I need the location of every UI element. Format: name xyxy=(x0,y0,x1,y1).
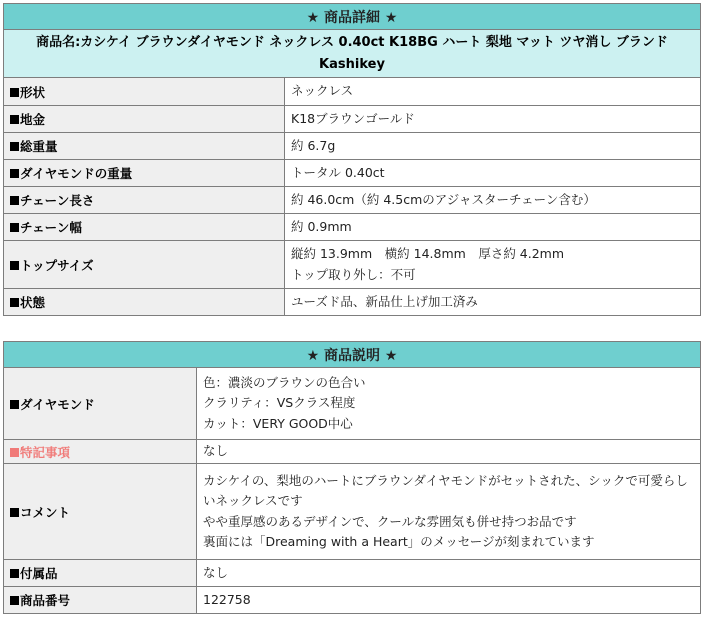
row-value: 約 0.9mm xyxy=(285,214,701,241)
square-bullet-icon xyxy=(10,261,19,270)
row-label: 地金 xyxy=(4,106,285,133)
row-label: ダイヤモンド xyxy=(4,368,197,440)
square-bullet-icon xyxy=(10,569,19,578)
row-label: ダイヤモンドの重量 xyxy=(4,160,285,187)
product-details-table xyxy=(3,3,701,316)
row-label: 付属品 xyxy=(4,560,197,587)
row-value: 約 46.0cm（約 4.5cmのアジャスターチェーン含む） xyxy=(285,187,701,214)
details-header: ★ 商品詳細 ★ xyxy=(4,4,701,30)
square-bullet-icon xyxy=(10,508,19,517)
row-label: トップサイズ xyxy=(4,241,285,289)
row-value: 約 6.7g xyxy=(285,133,701,160)
square-bullet-icon xyxy=(10,298,19,307)
square-bullet-icon xyxy=(10,169,19,178)
description-header: ★ 商品説明 ★ xyxy=(4,342,701,368)
row-label-notice: 特記事項 xyxy=(4,440,197,464)
row-value: 縦約 13.9mm 横約 14.8mm 厚さ約 4.2mm トップ取り外し：不可 xyxy=(285,241,701,289)
row-value: トータル 0.40ct xyxy=(285,160,701,187)
square-bullet-icon xyxy=(10,596,19,605)
product-name: 商品名:カシケイ ブラウンダイヤモンド ネックレス 0.40ct K18BG ハート 梨地 マット ツヤ消し ブランド Kashikey xyxy=(4,30,701,78)
row-value: カシケイの、梨地のハートにブラウンダイヤモンドがセットされた、シックで可愛らしいネックレスです やや重厚感のあるデザインで、クールな雰囲気も併せ持つお品です 裏面には「Dreaming with a Heart」のメッセージが刻まれています xyxy=(197,464,701,560)
row-label: 状態 xyxy=(4,289,285,316)
square-bullet-icon xyxy=(10,400,19,409)
square-bullet-icon xyxy=(10,223,19,232)
row-label: チェーン長さ xyxy=(4,187,285,214)
square-bullet-icon xyxy=(10,115,19,124)
row-value: 122758 xyxy=(197,587,701,614)
square-bullet-icon xyxy=(10,196,19,205)
row-label: チェーン幅 xyxy=(4,214,285,241)
row-label: コメント xyxy=(4,464,197,560)
row-value: K18ブラウンゴールド xyxy=(285,106,701,133)
product-description-table xyxy=(3,341,701,614)
row-label: 総重量 xyxy=(4,133,285,160)
square-bullet-icon xyxy=(10,448,19,457)
row-value: なし xyxy=(197,440,701,464)
square-bullet-icon xyxy=(10,88,19,97)
row-value: ユーズド品、新品仕上げ加工済み xyxy=(285,289,701,316)
row-value: なし xyxy=(197,560,701,587)
row-value: ネックレス xyxy=(285,78,701,106)
square-bullet-icon xyxy=(10,142,19,151)
row-value: 色：濃淡のブラウンの色合い クラリティ：VSクラス程度 カット：VERY GOOD中心 xyxy=(197,368,701,440)
row-label: 商品番号 xyxy=(4,587,197,614)
row-label: 形状 xyxy=(4,78,285,106)
